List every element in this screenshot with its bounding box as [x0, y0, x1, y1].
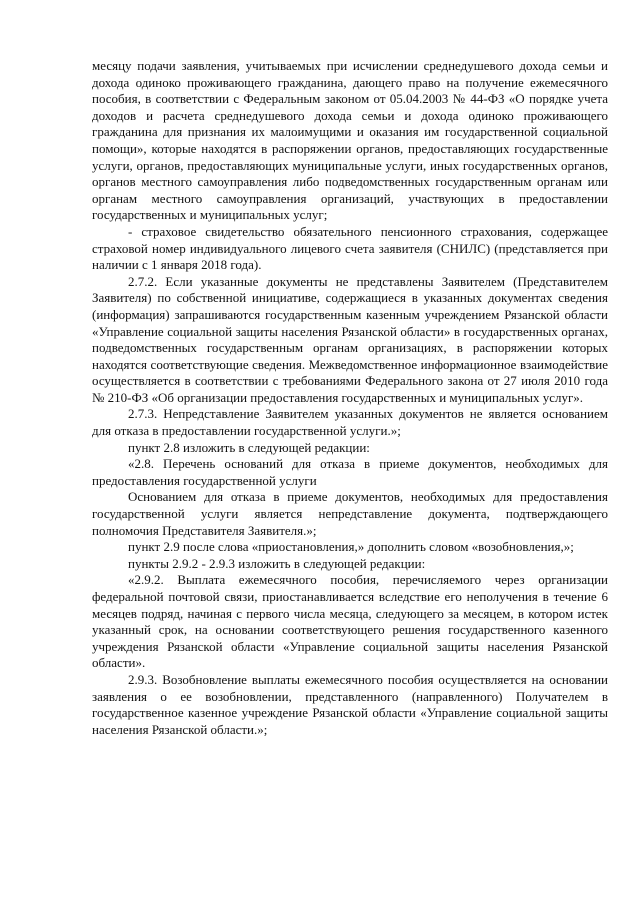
- paragraph-2-9-3: 2.9.3. Возобновление выплаты ежемесячного пособия осуществляется на основании заявления о ее возобновлении, представленного (направленного) Получателем в государственное казенное учреждение Рязанской области «Управление социальной защиты населения Рязанской области.»;: [92, 671, 608, 737]
- paragraph-2-8-heading: «2.8. Перечень оснований для отказа в приеме документов, необходимых для предоставления государственной услуги: [92, 456, 608, 488]
- paragraph-2-7-2: 2.7.2. Если указанные документы не представлены Заявителем (Представителем Заявителя) по собственной инициативе, содержащиеся в указанных документах сведения (информация) запрашиваются государственным казенным учреждением Рязанской области «Управление социальной защиты населения Рязанской области» в государственных органах, подведомственных государственным органам организациях, в распоряжении которых находятся соответствующие сведения. Межведомственное информационное взаимодействие осуществляется в соответствии с требованиями Федерального закона от 27 июля 2010 года № 210-ФЗ «Об организации предоставления государственных и муниципальных услуг».: [92, 273, 608, 405]
- paragraph-2-7-3: 2.7.3. Непредставление Заявителем указанных документов не является основанием для отказа в предоставлении государственной услуги.»;: [92, 406, 608, 439]
- paragraph-items-2-9-2-intro: пункты 2.9.2 - 2.9.3 изложить в следующей редакции:: [128, 555, 426, 571]
- paragraph-item-2-9-amend: пункт 2.9 после слова «приостановления,» дополнить словом «возобновления,»;: [128, 539, 574, 555]
- paragraph-item-2-8-intro: пункт 2.8 изложить в следующей редакции:: [128, 439, 370, 455]
- paragraph-income-documents: месяцу подачи заявления, учитываемых при исчислении среднедушевого дохода семьи и дохода одиноко проживающего гражданина, дающего право на получение ежемесячного пособия, в соответствии с Федеральным законом от 05.04.2003 № 44-ФЗ «О порядке учета доходов и расчета среднедушевого дохода семьи и дохода одиноко проживающего гражданина для признания их малоимущими и оказания им государственной социальной помощи», которые находятся в распоряжении органов, предоставляющих государственные услуги, органов, предоставляющих муниципальные услуги, иных государственных органов, органов местного самоуправления либо подведомственных государственным органам или органам местного самоуправления организаций, участвующих в предоставлении государственных и муниципальных услуг;: [92, 58, 608, 223]
- paragraph-2-8-body: Основанием для отказа в приеме документов, необходимых для предоставления государственной услуги является непредставление документа, подтверждающего полномочия Представителя Заявителя.»;: [92, 489, 608, 538]
- paragraph-2-9-2: «2.9.2. Выплата ежемесячного пособия, перечисляемого через организации федеральной почтовой связи, приостанавливается вследствие его неполучения в течение 6 месяцев подряд, начиная с первого числа месяца, следующего за месяцем, в котором истек указанный срок, на основании соответствующего решения государственного казенного учреждения Рязанской области «Управление социальной защиты населения Рязанской области».: [92, 572, 608, 671]
- paragraph-snils: - страховое свидетельство обязательного пенсионного страхования, содержащее страховой номер индивидуального лицевого счета заявителя (СНИЛС) (представляется при наличии с 1 января 2018 года).: [92, 223, 608, 273]
